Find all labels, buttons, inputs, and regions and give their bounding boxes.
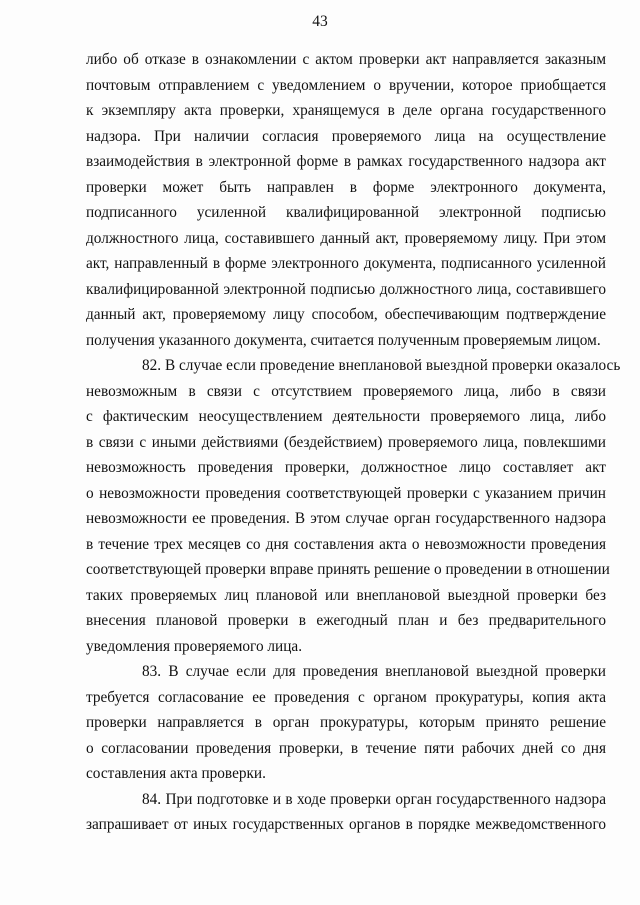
text-line: с фактическим неосуществлением деятельности проверяемого лица, либо [86, 408, 606, 425]
text-line: составления акта проверки. [86, 765, 266, 782]
text-line: 83. В случае если для проведения внеплановой выездной проверки [142, 663, 606, 680]
text-line: о невозможности проведения соответствующей проверки с указанием причин [86, 484, 606, 502]
text-line: невозможным в связи с отсутствием проверяемого лица, либо в связи [86, 382, 606, 400]
text-line: в течение трех месяцев со дня составления акта о невозможности проведения [86, 535, 606, 553]
text-line: либо об отказе в ознакомлении с актом проверки акт направляется заказным [86, 51, 606, 68]
text-line: требуется согласование ее проведения с органом прокуратуры, копия акта [86, 688, 606, 706]
text-line: взаимодействия в электронной форме в рамках государственного надзора акт [86, 153, 606, 170]
paragraph-continuation [86, 47, 606, 353]
paragraph-item-82 [86, 353, 621, 659]
text-line: подписанного усиленной квалифицированной электронной подписью [86, 204, 606, 221]
text-line: надзора. При наличии согласия проверяемого лица на осуществление [86, 127, 606, 145]
text-line: квалифицированной электронной подписью должностного лица, составившего [86, 280, 606, 298]
document-body [86, 47, 621, 838]
text-line: 82. В случае если проведение внеплановой выездной проверки оказалось [142, 357, 621, 374]
text-line: соответствующей проверки вправе принять решение о проведении в отношении [86, 561, 610, 578]
text-line: к экземпляру акта проверки, хранящемуся в деле органа государственного [86, 102, 606, 119]
text-line: внесения плановой проверки в ежегодный план и без предварительного [86, 612, 606, 629]
paragraph-item-84 [86, 787, 606, 838]
text-line: должностного лица, составившего данный акт, проверяемому лицу. При этом [86, 229, 606, 247]
text-line: таких проверяемых лиц плановой или внеплановой выездной проверки без [86, 586, 606, 604]
text-line: данный акт, проверяемому лицу способом, обеспечивающим подтверждение [86, 306, 606, 323]
text-line: почтовым отправлением с уведомлением о вручении, которое приобщается [86, 76, 606, 94]
text-line: 84. При подготовке и в ходе проверки орган государственного надзора [142, 790, 606, 808]
text-line: получения указанного документа, считается полученным проверяемым лицом. [86, 331, 601, 349]
page-number: 43 [312, 13, 328, 30]
text-line: проверки направляется в орган прокуратуры, которым принято решение [86, 714, 606, 731]
text-line: невозможность проведения проверки, должностное лицо составляет акт [86, 459, 606, 476]
text-line: невозможности ее проведения. В этом случае орган государственного надзора [86, 510, 606, 527]
text-line: акт, направленный в форме электронного документа, подписанного усиленной [86, 255, 606, 272]
text-line: проверки может быть направлен в форме электронного документа, [86, 178, 606, 196]
paragraph-item-83 [86, 659, 606, 787]
text-line: запрашивает от иных государственных органов в порядке межведомственного [86, 816, 606, 833]
text-line: о согласовании проведения проверки, в течение пяти рабочих дней со дня [86, 739, 606, 757]
text-line: в связи с иными действиями (бездействием) проверяемого лица, повлекшими [86, 433, 606, 451]
text-line: уведомления проверяемого лица. [86, 637, 303, 655]
